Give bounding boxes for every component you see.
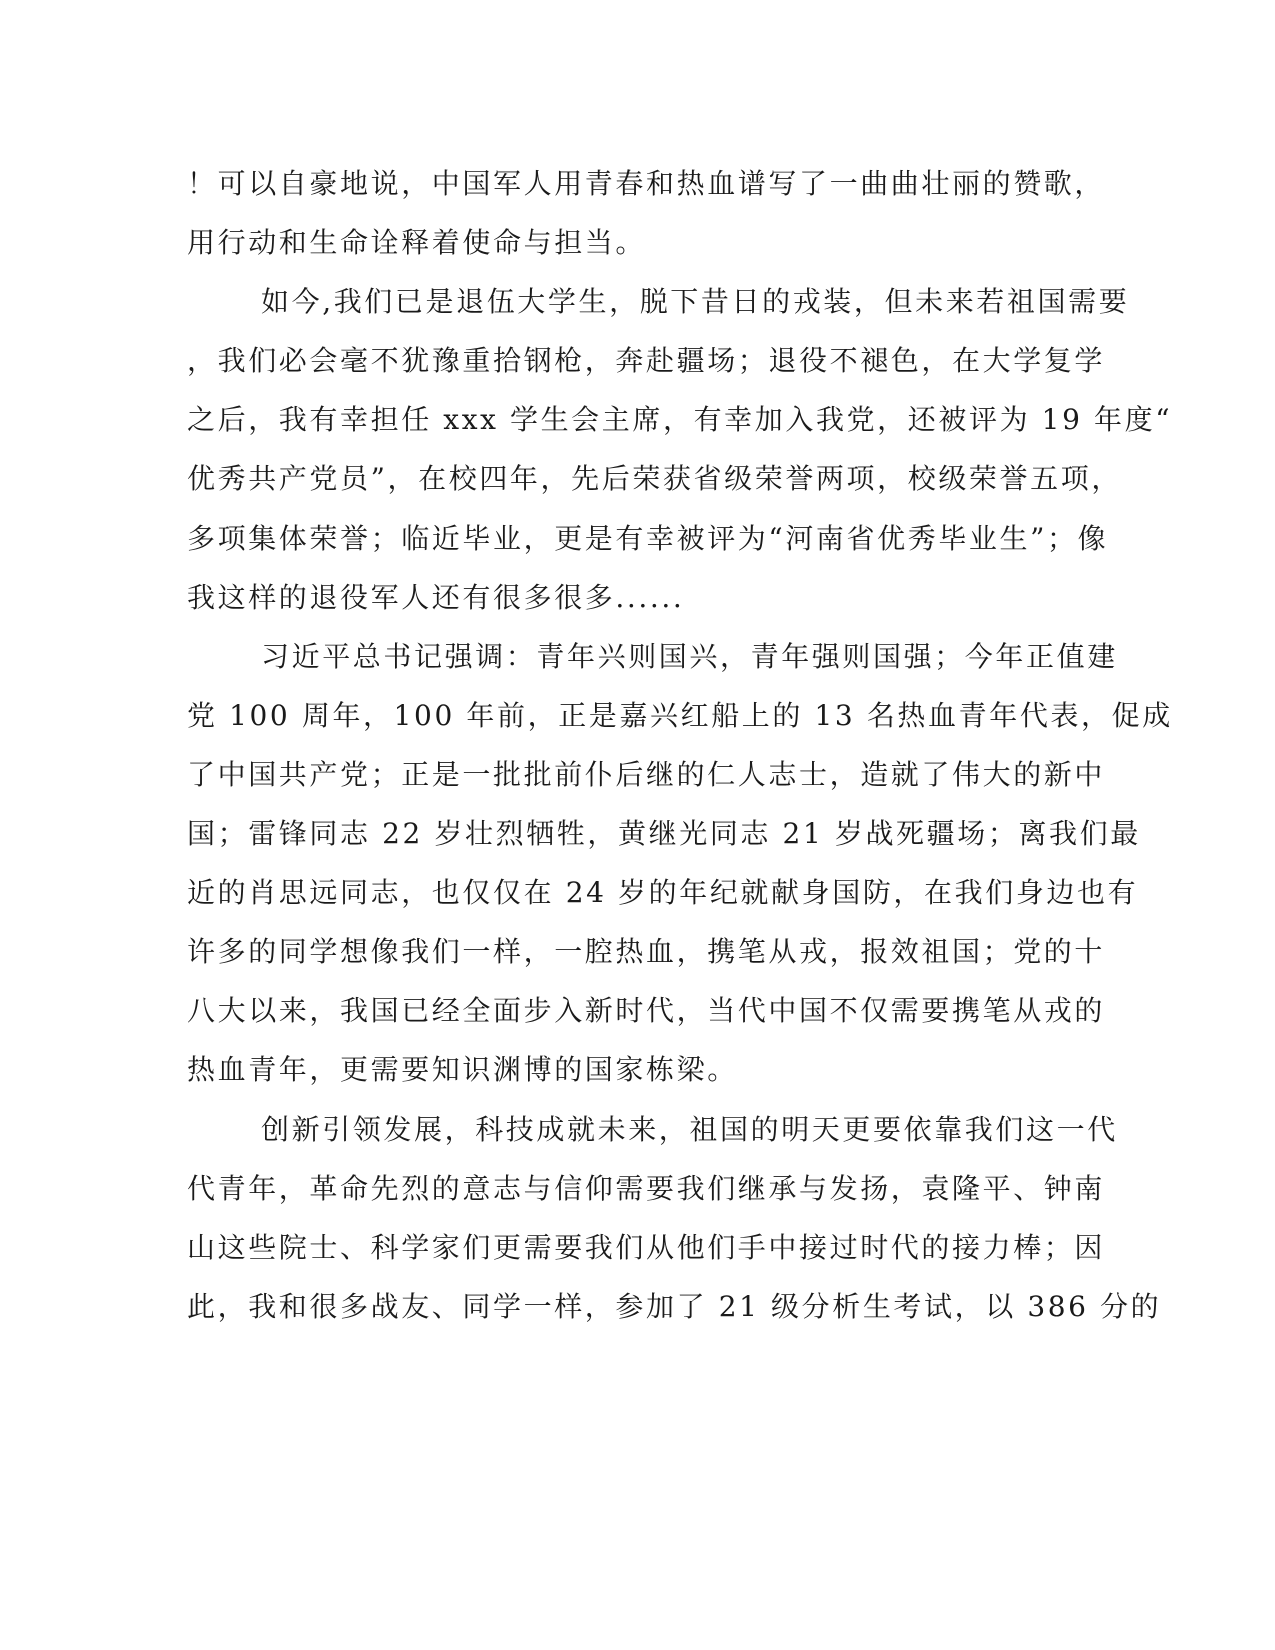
text-line: 国；雷锋同志 22 岁壮烈牺牲，黄继光同志 21 岁战死疆场；离我们最: [187, 817, 1141, 851]
paragraph-first-line: 如今,我们已是退伍大学生，脱下昔日的戎装，但未来若祖国需要: [261, 285, 1130, 319]
text-line: ，我们必会毫不犹豫重拾钢枪，奔赴疆场；退役不褪色，在大学复学: [187, 344, 1106, 378]
text-line: 了中国共产党；正是一批批前仆后继的仁人志士，造就了伟大的新中: [187, 757, 1106, 791]
body-text: [187, 154, 1173, 1336]
text-line: 许多的同学想像我们一样，一腔热血，携笔从戎，报效祖国；党的十: [187, 935, 1106, 969]
text-line: 近的肖思远同志，也仅仅在 24 岁的年纪就献身国防，在我们身边也有: [187, 876, 1139, 910]
text-line: 之后，我有幸担任 xxx 学生会主席，有幸加入我党，还被评为 19 年度“: [187, 403, 1173, 437]
text-line: 代青年，革命先烈的意志与信仰需要我们继承与发扬，袁隆平、钟南: [187, 1171, 1106, 1205]
text-line: 八大以来，我国已经全面步入新时代，当代中国不仅需要携笔从戎的: [187, 994, 1106, 1028]
text-line: 山这些院士、科学家们更需要我们从他们手中接过时代的接力棒；因: [187, 1230, 1106, 1264]
text-line: 优秀共产党员”，在校四年，先后荣获省级荣誉两项，校级荣誉五项，: [187, 462, 1122, 496]
paragraph-first-line: 习近平总书记强调：青年兴则国兴，青年强则国强；今年正值建: [261, 639, 1118, 673]
paragraph-first-line: 创新引领发展，科技成就未来，祖国的明天更要依靠我们这一代: [261, 1112, 1118, 1146]
text-line: 多项集体荣誉；临近毕业，更是有幸被评为“河南省优秀毕业生”；像: [187, 521, 1109, 555]
text-line: 此，我和很多战友、同学一样，参加了 21 级分析生考试，以 386 分的: [187, 1289, 1162, 1323]
text-line: 党 100 周年，100 年前，正是嘉兴红船上的 13 名热血青年代表，促成: [187, 698, 1173, 732]
text-line: 用行动和生命诠释着使命与担当。: [187, 226, 647, 260]
text-line: 我这样的退役军人还有很多很多......: [187, 580, 685, 614]
text-line: ！可以自豪地说，中国军人用青春和热血谱写了一曲曲壮丽的赞歌，: [187, 167, 1106, 200]
text-line: 热血青年，更需要知识渊博的国家栋梁。: [187, 1053, 738, 1087]
